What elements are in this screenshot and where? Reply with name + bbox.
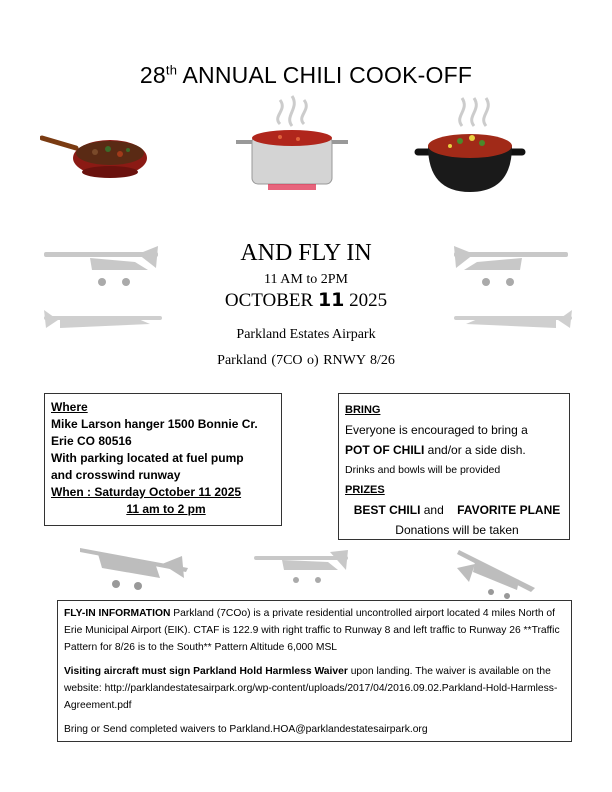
waiver-email-line: Bring or Send completed waivers to Parkland.HOA@parklandestatesairpark.org xyxy=(64,724,428,735)
bring-line-2 xyxy=(345,440,569,460)
dutch-oven-chili-icon xyxy=(414,96,526,196)
airplane-icon xyxy=(78,542,190,594)
pot-of-chili: POT OF CHILI xyxy=(345,443,425,457)
flyin-info-box xyxy=(57,600,572,742)
when-line: When : Saturday October 11 2025 xyxy=(51,485,242,499)
date-year: 2025 xyxy=(344,290,388,311)
flyin-info-paragraph xyxy=(64,605,565,656)
event-date xyxy=(0,289,612,312)
date-day: 11 xyxy=(317,289,345,311)
prizes-line xyxy=(345,500,569,520)
title-suffix: th xyxy=(165,62,178,78)
airplane-icon xyxy=(252,546,350,590)
skillet-chili-icon xyxy=(40,128,150,190)
prize-favorite-plane: FAVORITE PLANE xyxy=(457,503,561,517)
title-number: 28 xyxy=(139,62,166,88)
event-hours: 11 AM to 2PM xyxy=(264,272,348,287)
prize-best-chili: BEST CHILI xyxy=(353,503,421,517)
page-title xyxy=(0,62,612,89)
airplane-icon xyxy=(455,548,537,602)
waiver-text: upon landing. The waiver is available on the website: http://parklandestatesairpark.org/wp-content/uploads/2017/04/2016.09.02.Parkland-Hold-Harmless-Agreement.pdf xyxy=(64,666,558,711)
where-line-3: With parking located at fuel pump xyxy=(51,451,244,465)
time-line: 11 am to 2 pm xyxy=(126,502,206,516)
donations-line: Donations will be taken xyxy=(395,523,519,537)
title-rest: ANNUAL CHILI COOK-OFF xyxy=(177,62,473,88)
airport-line: Parkland (7CO o) RNWY 8/26 xyxy=(217,353,395,368)
date-month: OCTOBER xyxy=(224,290,318,311)
side-dish-text: and/or a side dish. xyxy=(424,443,526,457)
bring-line-1: Everyone is encouraged to bring a xyxy=(345,423,528,437)
waiver-paragraph xyxy=(64,663,565,714)
bring-box xyxy=(338,393,570,540)
where-box xyxy=(44,393,282,526)
prize-and: and xyxy=(420,503,458,517)
steaming-pot-icon xyxy=(232,94,352,194)
bring-heading: BRING xyxy=(345,404,381,416)
bring-line-3: Drinks and bowls will be provided xyxy=(345,464,501,476)
venue-name: Parkland Estates Airpark xyxy=(236,327,376,342)
where-heading: Where xyxy=(51,400,88,414)
waiver-heading: Visiting aircraft must sign Parkland Hold Harmless Waiver xyxy=(64,666,348,677)
subtitle: AND FLY IN xyxy=(240,240,372,266)
where-line-2: Erie CO 80516 xyxy=(51,434,132,448)
where-line-1: Mike Larson hanger 1500 Bonnie Cr. xyxy=(51,417,258,431)
flyin-info-text: Parkland (7COo) is a private residential uncontrolled airport located 4 miles North of Erie Municipal Airport (EIK). CTAF is 122.9 with right traffic to Runway 8 and left traffic to Runway 26 **Traffic Pattern for 8/26 is to the South** Pattern Altitude 6,000 MSL xyxy=(64,608,560,653)
flyin-info-heading: FLY-IN INFORMATION xyxy=(64,608,171,619)
where-line-4: and crosswind runway xyxy=(51,468,181,482)
prizes-heading: PRIZES xyxy=(345,484,385,496)
